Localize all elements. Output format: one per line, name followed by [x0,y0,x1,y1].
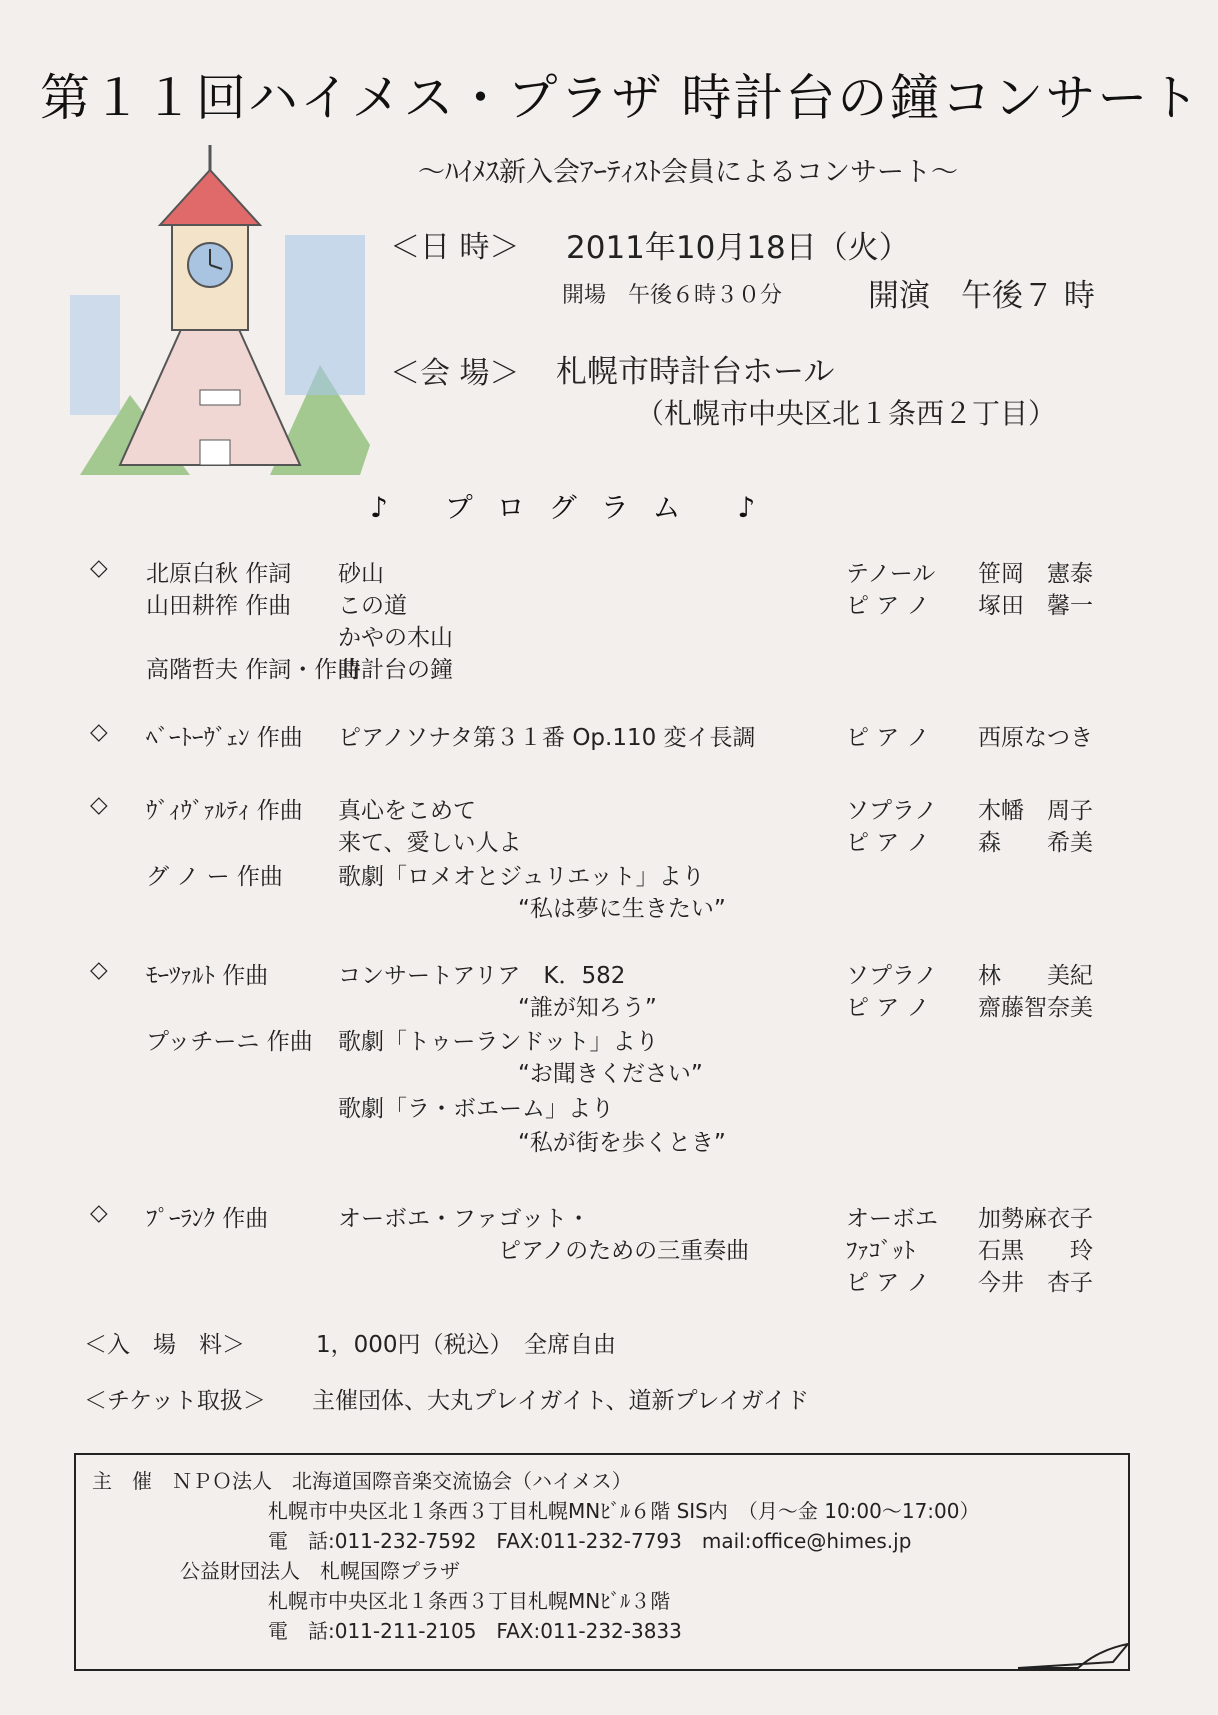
organizer-address-1: 札幌市中央区北１条西３丁目札幌MNﾋﾞﾙ６階 SIS内 （月～金 10:00～17:00） [268,1499,980,1523]
page-subtitle: ～ﾊｲﾒｽ新入会ｱｰﾃｨｽﾄ会員によるコンサート～ [418,157,958,188]
admission-label: ＜入 場 料＞ [84,1332,245,1358]
program-role: ピ ア ノ [846,593,930,619]
page-curl-decoration [1018,1640,1128,1670]
program-role: オーボエ [846,1206,938,1232]
program-composer: 山田耕筰 作曲 [146,593,292,619]
page-title: 第１１回ハイメス・プラザ 時計台の鐘コンサート [40,69,1202,127]
tickets-label: ＜チケット取扱＞ [84,1388,266,1414]
program-mark: ◇ [90,555,108,581]
program-performer: 齋藤智奈美 [978,995,1093,1021]
program-performer: 森 希美 [978,830,1093,856]
program-performer: 石黒 玲 [978,1238,1093,1264]
program-composer: ｳﾞｨｳﾞｧﾙﾃｨ 作曲 [146,798,303,824]
program-role: ピ ア ノ [846,725,930,751]
program-performer: 木幡 周子 [978,798,1093,824]
program-composer: プッチーニ 作曲 [146,1029,313,1055]
program-work: この道 [338,593,407,619]
organizer-address-2: 札幌市中央区北１条西３丁目札幌MNﾋﾞﾙ３階 [268,1589,671,1613]
date-value: 2011年10月18日（火） [566,230,910,266]
program-work: “誰が知ろう” [518,995,657,1021]
program-work: ピアノソナタ第３１番 Op.110 変イ長調 [338,725,756,751]
program-work: 真心をこめて [338,798,476,824]
program-role: ピ ア ノ [846,830,930,856]
program-work: ピアノのための三重奏曲 [498,1238,750,1264]
venue-label: ＜会 場＞ [390,356,520,391]
program-performer: 笹岡 憲泰 [978,561,1093,587]
program-performer: 加勢麻衣子 [978,1206,1093,1232]
program-composer: グ ノ ー 作曲 [146,864,283,890]
venue-name: 札幌市時計台ホール [556,354,835,390]
program-work: “私が街を歩くとき” [518,1130,726,1156]
program-role: ピ ア ノ [846,995,930,1021]
doors-time: 開場 午後６時３０分 [562,283,783,308]
program-performer: 塚田 馨一 [978,593,1093,619]
program-work: オーボエ・ファゴット・ [338,1206,591,1232]
organizer-box [74,1453,1130,1671]
date-label: ＜日 時＞ [390,230,520,265]
program-work: 時計台の鐘 [338,657,453,683]
program-work: 来て、愛しい人よ [338,830,522,856]
program-work: “お聞きください” [518,1061,703,1087]
program-work: コンサートアリア K．582 [338,963,626,989]
organizer-line-2: 公益財団法人 札幌国際プラザ [180,1559,460,1583]
program-mark: ◇ [90,719,108,745]
program-work: かやの木山 [338,625,453,651]
organizer-contact-1: 電 話:011-232-7592 FAX:011-232-7793 mail:office@himes.jp [268,1529,912,1553]
program-role: ソプラノ [846,798,938,824]
program-work: 砂山 [338,561,384,587]
program-heading: ♪ プログラム ♪ [370,491,780,524]
program-role: ピ ア ノ [846,1270,930,1296]
organizer-contact-2: 電 話:011-211-2105 FAX:011-232-3833 [268,1619,682,1643]
venue-address: （札幌市中央区北１条西２丁目） [636,397,1057,430]
program-performer: 西原なつき [978,725,1093,751]
program-work: 歌劇「ラ・ボエーム」より [338,1096,614,1122]
program-composer: 高階哲夫 作詞・作曲 [146,657,361,683]
program-work: 歌劇「ロメオとジュリエット」より [338,864,705,890]
organizer-line-1: 主 催 ＮＰＯ法人 北海道国際音楽交流協会（ハイメス） [92,1469,632,1493]
program-composer: ﾌﾟｰﾗﾝｸ 作曲 [146,1206,269,1232]
program-composer: 北原白秋 作詞 [146,561,292,587]
program-role: ソプラノ [846,963,938,989]
program-role: テノール [846,561,936,587]
program-work: “私は夢に生きたい” [518,896,726,922]
program-role: ﾌｧｺﾞｯﾄ [846,1238,915,1264]
program-performer: 林 美紀 [978,963,1093,989]
program-composer: ﾍﾞｰﾄｰｳﾞｪﾝ 作曲 [146,725,303,751]
program-performer: 今井 杏子 [978,1270,1093,1296]
tickets-value: 主催団体、大丸プレイガイト、道新プレイガイド [312,1388,810,1414]
program-mark: ◇ [90,1200,108,1226]
program-mark: ◇ [90,792,108,818]
program-mark: ◇ [90,957,108,983]
admission-value: 1，000円（税込） 全席自由 [316,1332,617,1358]
clock-tower-illustration [60,145,380,485]
program-composer: ﾓｰﾂｧﾙﾄ 作曲 [146,963,269,989]
program-work: 歌劇「トゥーランドット」より [338,1029,659,1055]
start-time: 開演 午後７ 時 [868,278,1095,314]
